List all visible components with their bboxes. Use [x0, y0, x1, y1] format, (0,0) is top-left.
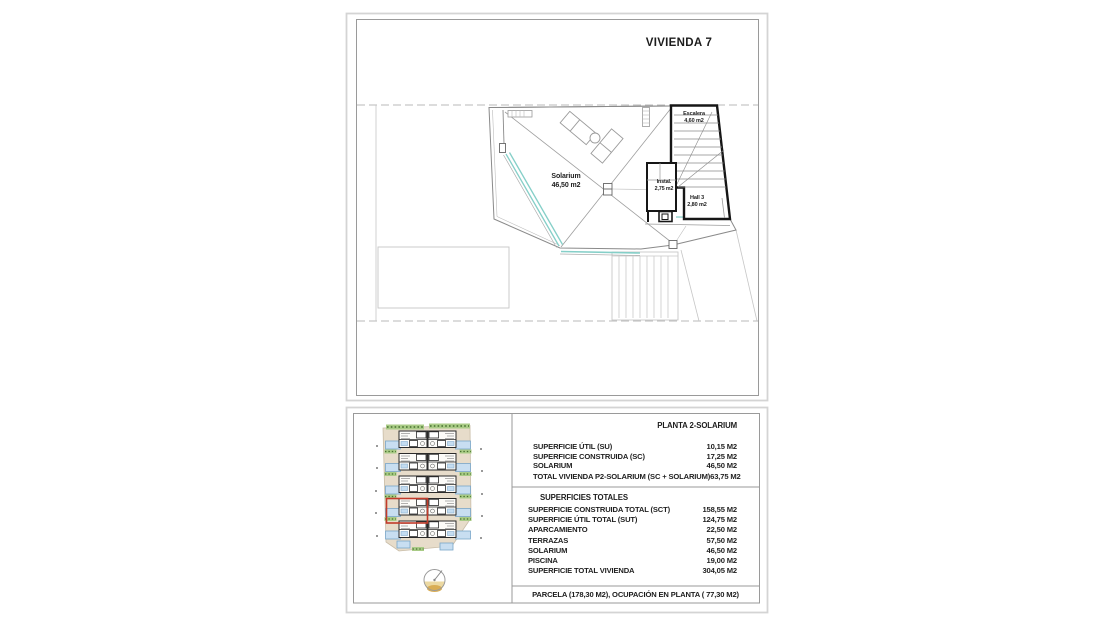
room-name: Hall 3	[689, 195, 705, 201]
table2-total-row	[512, 566, 759, 576]
row-label: SUPERFICIE CONSTRUIDA TOTAL (SCT)	[528, 505, 671, 514]
compass-icon	[424, 570, 445, 593]
row-value: 46,50 M2	[706, 461, 737, 470]
row-label: SUPERFICIE ÚTIL (SU)	[533, 441, 613, 451]
table-row	[512, 461, 759, 471]
row-value: 124,75 M2	[702, 515, 737, 525]
row-value: 46,50 M2	[706, 545, 737, 555]
parcel-footer-note: PARCELA (178,30 M2), OCUPACIÓN EN PLANTA ( 77,30 M2)	[532, 590, 739, 599]
room-name: Escalera	[683, 111, 705, 117]
row-value: 57,50 M2	[706, 535, 737, 545]
table1-header	[512, 421, 759, 430]
room-label-hall	[676, 195, 718, 209]
row-value: 17,25 M2	[706, 451, 737, 461]
table-row	[512, 525, 759, 535]
room-label-instal	[645, 179, 683, 192]
row-label: TERRAZAS	[528, 535, 569, 545]
table-row	[512, 546, 759, 556]
table1-header-text: PLANTA 2-SOLARIUM	[657, 421, 737, 430]
room-area: 46,50 m2	[551, 181, 581, 189]
room-label-solarium	[528, 173, 604, 191]
row-value: 158,55 M2	[702, 505, 737, 514]
room-area: 4,60 m2	[684, 117, 704, 124]
table-row	[512, 442, 759, 452]
table-row	[512, 536, 759, 546]
row-label: APARCAMIENTO	[528, 525, 588, 535]
room-label-escalera	[671, 111, 717, 125]
table-row	[512, 452, 759, 462]
pergola	[612, 252, 678, 320]
row-value: 63,75 M2	[710, 471, 741, 481]
row-label: SOLARIUM	[528, 545, 568, 555]
row-label: SUPERFICIE ÚTIL TOTAL (SUT)	[528, 515, 638, 525]
row-value: 10,15 M2	[706, 441, 737, 451]
table2-header: SUPERFICIES TOTALES	[540, 493, 628, 502]
row-label: PISCINA	[528, 556, 558, 565]
row-value: 19,00 M2	[706, 556, 737, 565]
sheet-title: VIVIENDA 7	[645, 37, 713, 49]
table-row	[512, 556, 759, 566]
site-plan	[375, 424, 483, 593]
room-area: 2,80 m2	[687, 201, 707, 208]
table-row	[512, 515, 759, 525]
row-label: TOTAL VIVIENDA P2-SOLARIUM (SC + SOLARIUM)	[533, 471, 711, 481]
row-label: SUPERFICIE TOTAL VIVIENDA	[528, 565, 635, 575]
room-name: Solarium	[551, 173, 581, 180]
table-row	[512, 505, 759, 515]
row-label: SUPERFICIE CONSTRUIDA (SC)	[533, 451, 645, 461]
row-label: SOLARIUM	[533, 461, 573, 470]
room-area: 2,75 m2	[654, 185, 674, 192]
room-name: Instal.	[656, 179, 672, 185]
row-value: 304,05 M2	[702, 565, 737, 575]
row-value: 22,50 M2	[706, 525, 737, 535]
table1-total-row	[512, 472, 759, 482]
